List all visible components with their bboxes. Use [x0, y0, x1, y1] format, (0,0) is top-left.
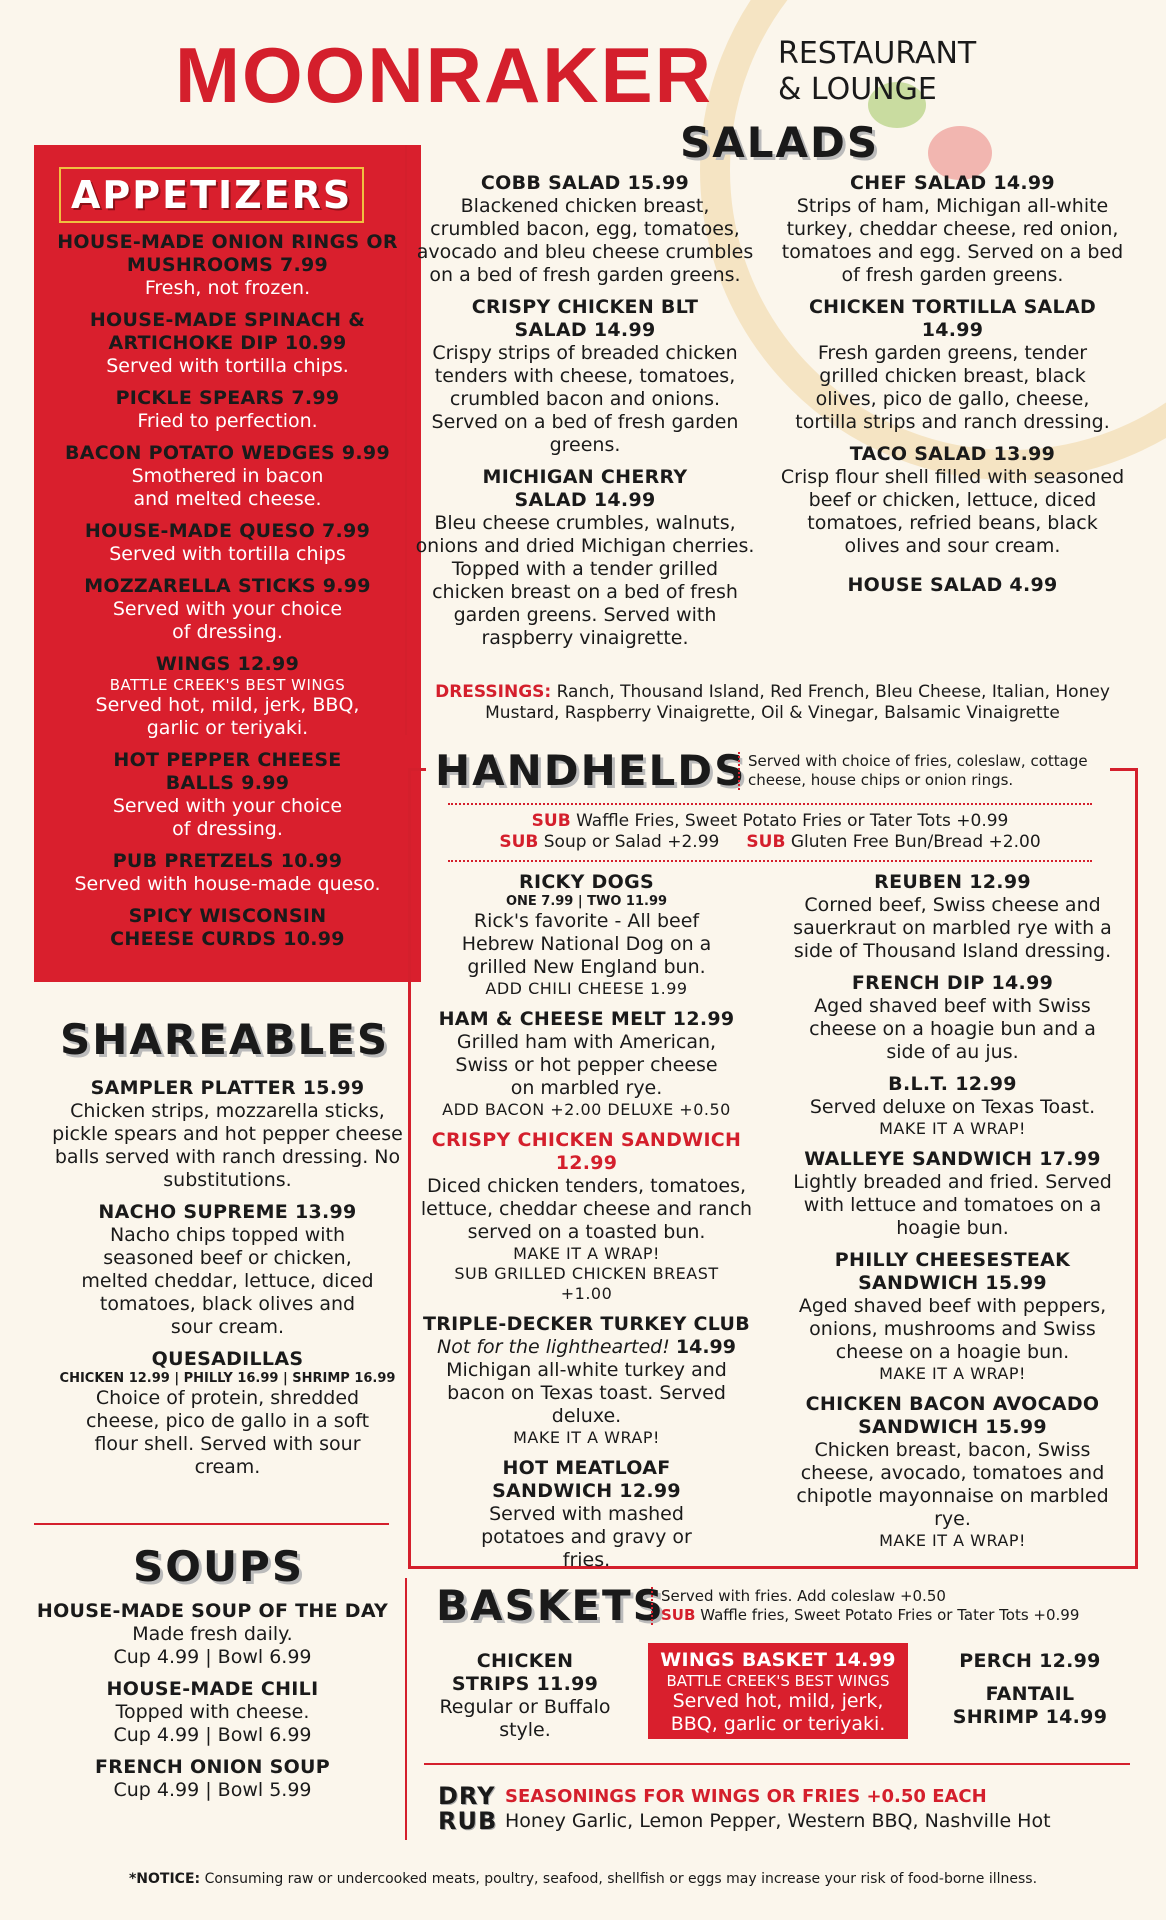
- notice: *NOTICE: Consuming raw or undercooked meats, poultry, seafood, shellfish or eggs may increase your risk of food-borne illness.: [128, 1871, 1038, 1887]
- brand-subtitle: RESTAURANT & LOUNGE: [778, 36, 977, 107]
- menu-item: NACHO SUPREME 13.99 Nacho chips topped with seasoned beef or chicken, melted cheddar, lettuce, diced tomatoes, black olives and sour cream.: [81, 1201, 374, 1338]
- divider: [405, 1578, 407, 1840]
- handhelds-subs: SUB Waffle Fries, Sweet Potato Fries or Tater Tots +0.99 SUB Soup or Salad +2.99 SUB Gluten Free Bun/Bread +2.00: [499, 811, 1041, 852]
- handhelds-title: HANDHELDS: [435, 746, 747, 795]
- divider: [424, 1763, 1130, 1765]
- divider: [34, 1523, 389, 1525]
- menu-item: HAM & CHEESE MELT 12.99 Grilled ham with American, Swiss or hot pepper cheese on marbled rye. ADD BACON +2.00 DELUXE +0.50: [438, 1008, 735, 1119]
- menu-item: REUBEN 12.99 Corned beef, Swiss cheese and sauerkraut on marbled rye with a side of Thousand Island dressing.: [793, 871, 1112, 962]
- salads-left-column: [415, 172, 755, 659]
- menu-item: QUESADILLAS CHICKEN 12.99 | PHILLY 16.99 | SHRIMP 16.99 Choice of protein, shredded cheese, pico de gallo in a soft flour shell. Served with sour cream.: [59, 1348, 396, 1478]
- divider: [448, 803, 1092, 805]
- menu-item: TACO SALAD 13.99 Crisp flour shell filled with seasoned beef or chicken, lettuce, diced tomatoes, refried beans, black olives and sour cream.: [780, 443, 1125, 557]
- wings-basket-panel: WINGS BASKET 14.99 BATTLE CREEK'S BEST WINGS Served hot, mild, jerk, BBQ, garlic or teriyaki.: [648, 1643, 908, 1739]
- menu-item: B.L.T. 12.99 Served deluxe on Texas Toast. MAKE IT A WRAP!: [809, 1073, 1096, 1138]
- handhelds-note: Served with choice of fries, coleslaw, cottage cheese, house chips or onion rings.: [738, 752, 1118, 790]
- menu-item: MOZZARELLA STICKS 9.99 Served with your choice of dressing.: [84, 575, 371, 643]
- handhelds-left-column: [415, 871, 758, 1581]
- shareables-list: [30, 1077, 425, 1488]
- menu-item: MICHIGAN CHERRY SALAD 14.99 Bleu cheese crumbles, walnuts, onions and dried Michigan cherries. Topped with a tender grilled chicken breast on a bed of fresh garden greens. Served with raspberry vinaigrette.: [415, 466, 755, 649]
- menu-item: CHEF SALAD 14.99 Strips of ham, Michigan all-white turkey, cheddar cheese, red onion, tomatoes and egg. Served on a bed of fresh garden greens.: [781, 172, 1124, 286]
- brand-title: MOONRAKER: [175, 31, 713, 119]
- menu-item: TRIPLE-DECKER TURKEY CLUB Not for the lighthearted! 14.99 Michigan all-white turkey and bacon on Texas toast. Served deluxe. MAKE IT A WRAP!: [422, 1313, 751, 1447]
- appetizers-title: APPETIZERS: [59, 167, 364, 223]
- menu-item: HOUSE SALAD 4.99: [847, 574, 1058, 596]
- menu-item: CRISPY CHICKEN SANDWICH 12.99 Diced chicken tenders, tomatoes, lettuce, cheddar cheese and ranch served on a toasted bun. MAKE IT A WRAP! SUB GRILLED CHICKEN BREAST +1.00: [420, 1129, 753, 1303]
- menu-item: BACON POTATO WEDGES 9.99 Smothered in bacon and melted cheese.: [65, 442, 390, 510]
- salads-title: SALADS: [680, 118, 880, 167]
- appetizers-panel: [34, 145, 421, 982]
- menu-item: SAMPLER PLATTER 15.99 Chicken strips, mozzarella sticks, pickle spears and hot pepper cheese balls served with ranch dressing. No substitutions.: [52, 1077, 403, 1191]
- dressings: DRESSINGS: Ranch, Thousand Island, Red French, Bleu Cheese, Italian, Honey Mustard, Raspberry Vinaigrette, Oil & Vinegar, Balsamic Vinaigrette: [435, 682, 1110, 723]
- handhelds-right-column: [780, 871, 1125, 1560]
- menu-item: CRISPY CHICKEN BLT SALAD 14.99 Crispy strips of breaded chicken tenders with cheese, tomatoes, crumbled bacon and onions. Served on a bed of fresh garden greens.: [431, 296, 739, 456]
- dry-rub-label: DRY RUB: [438, 1782, 498, 1835]
- menu-item: CHICKEN STRIPS 11.99 Regular or Buffalo style.: [439, 1650, 611, 1741]
- salads-right-column: [780, 172, 1125, 606]
- menu-item: WALLEYE SANDWICH 17.99 Lightly breaded and fried. Served with lettuce and tomatoes on a hoagie bun.: [793, 1148, 1112, 1239]
- menu-item: CHICKEN BACON AVOCADO SANDWICH 15.99 Chicken breast, bacon, Swiss cheese, avocado, tomatoes and chipotle mayonnaise on marbled rye. MAKE IT A WRAP!: [796, 1393, 1109, 1550]
- menu-item: HOUSE-MADE SOUP OF THE DAY Made fresh daily. Cup 4.99 | Bowl 6.99: [36, 1600, 389, 1668]
- appetizers-list: [34, 231, 421, 960]
- menu-item: SPICY WISCONSIN CHEESE CURDS 10.99: [110, 905, 345, 950]
- baskets-title: BASKETS: [436, 1581, 665, 1630]
- divider: [405, 145, 407, 735]
- menu-item: HOT PEPPER CHEESE BALLS 9.99 Served with your choice of dressing.: [112, 749, 343, 840]
- menu-item: HOUSE-MADE ONION RINGS OR MUSHROOMS 7.99 Fresh, not frozen.: [57, 231, 398, 299]
- menu-item: COBB SALAD 15.99 Blackened chicken breast, crumbled bacon, egg, tomatoes, avocado and bleu cheese crumbles on a bed of fresh garden greens.: [416, 172, 754, 286]
- menu-item: HOUSE-MADE SPINACH & ARTICHOKE DIP 10.99 Served with tortilla chips.: [89, 309, 366, 377]
- shareables-title: SHAREABLES: [60, 1015, 390, 1064]
- menu-item: PICKLE SPEARS 7.99 Fried to perfection.: [115, 387, 340, 432]
- menu-item: CHICKEN TORTILLA SALAD 14.99 Fresh garden greens, tender grilled chicken breast, black olives, pico de gallo, cheese, tortilla strips and ranch dressing.: [795, 296, 1110, 433]
- soups-list: [30, 1600, 395, 1811]
- menu-item: RICKY DOGS ONE 7.99 | TWO 11.99 Rick's favorite - All beef Hebrew National Dog on a grilled New England bun. ADD CHILI CHEESE 1.99: [461, 871, 712, 998]
- menu-item: HOUSE-MADE CHILI Topped with cheese. Cup 4.99 | Bowl 6.99: [106, 1678, 319, 1746]
- menu-item: HOT MEATLOAF SANDWICH 12.99 Served with mashed potatoes and gravy or fries.: [481, 1457, 692, 1571]
- baskets-note: Served with fries. Add coleslaw +0.50 SUB Waffle fries, Sweet Potato Fries or Tater Tots +0.99: [651, 1587, 1141, 1625]
- menu-item: WINGS 12.99 BATTLE CREEK'S BEST WINGS Served hot, mild, jerk, BBQ, garlic or teriyaki.: [95, 653, 360, 739]
- dry-rub-info: SEASONINGS FOR WINGS OR FRIES +0.50 EACH Honey Garlic, Lemon Pepper, Western BBQ, Nashville Hot: [505, 1786, 1051, 1832]
- menu-item: PHILLY CHEESESTEAK SANDWICH 15.99 Aged shaved beef with peppers, onions, mushrooms and Swiss cheese on a hoagie bun. MAKE IT A WRAP!: [798, 1249, 1107, 1383]
- menu-item: FRENCH ONION SOUP Cup 4.99 | Bowl 5.99: [94, 1756, 331, 1801]
- menu-item: PUB PRETZELS 10.99 Served with house-made queso.: [74, 850, 381, 895]
- menu-item: FRENCH DIP 14.99 Aged shaved beef with Swiss cheese on a hoagie bun and a side of au jus.: [809, 972, 1096, 1063]
- divider: [448, 860, 1092, 862]
- soups-title: SOUPS: [133, 1542, 305, 1591]
- menu-item: PERCH 12.99 FANTAIL SHRIMP 14.99: [952, 1650, 1108, 1728]
- menu-item: HOUSE-MADE QUESO 7.99 Served with tortilla chips: [84, 520, 371, 565]
